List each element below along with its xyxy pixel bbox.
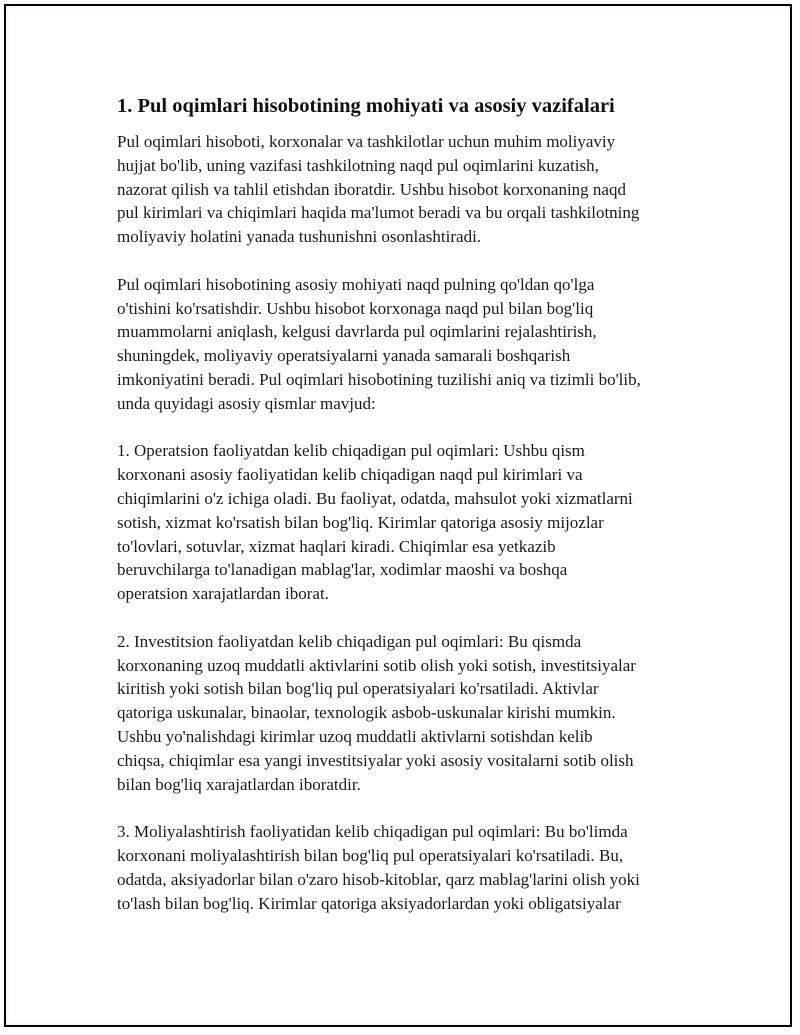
text-line: shuningdek, moliyaviy operatsiyalarni yanada samarali boshqarish [117,346,571,366]
text-line: moliyaviy holatini yanada tushunishni osonlashtiradi. [117,227,482,247]
text-line: odatda, aksiyadorlar bilan o'zaro hisob-kitoblar, qarz mablag'larini olish yoki [117,869,640,889]
text-line: chiqsa, chiqimlar esa yangi investitsiyalar yoki asosiy vositalarni sotib olish [117,750,634,770]
text-line: operatsion xarajatlardan iborat. [117,584,329,604]
text-line: qatoriga uskunalar, binaolar, texnologik asbob-uskunalar kirishi mumkin. [117,703,616,723]
text-line: imkoniyatini beradi. Pul oqimlari hisobotining tuzilishi aniq va tizimli bo'lib, [117,369,641,389]
text-line: beruvchilarga to'lanadigan mablag'lar, xodimlar maoshi va boshqa [117,560,568,580]
text-line: korxonani asosiy faoliyatidan kelib chiqadigan naqd pul kirimlari va [117,465,583,485]
text-line: Ushbu yo'nalishdagi kirimlar uzoq muddatli aktivlarni sotishdan kelib [117,726,593,746]
text-line: to'lash bilan bog'liq. Kirimlar qatoriga aksiyadorlardan yoki obligatsiyalar [117,893,621,913]
text-line: unda quyidagi asosiy qismlar mavjud: [117,393,376,413]
text-line: o'tishini ko'rsatishdir. Ushbu hisobot korxonaga naqd pul bilan bog'liq [117,298,594,318]
paragraph-intro [117,130,697,249]
text-line: chiqimlarini o'z ichiga oladi. Bu faoliyat, odatda, mahsulot yoki xizmatlarni [117,488,633,508]
text-line: muammolarni aniqlash, kelgusi davrlarda pul oqimlarini rejalashtirish, [117,322,597,342]
text-line: 2. Investitsion faoliyatdan kelib chiqadigan pul oqimlari: Bu qismda [117,631,582,651]
section-heading: 1. Pul oqimlari hisobotining mohiyati va asosiy vazifalari [117,95,615,117]
text-line: 3. Moliyalashtirish faoliyatidan kelib chiqadigan pul oqimlari: Bu bo'limda [117,822,628,842]
text-line: Pul oqimlari hisobotining asosiy mohiyati naqd pulning qo'ldan qo'lga [117,274,595,294]
text-line: korxonani moliyalashtirish bilan bog'liq pul operatsiyalari ko'rsatiladi. Bu, [117,845,624,865]
text-line: hujjat bo'lib, uning vazifasi tashkilotning naqd pul oqimlarini kuzatish, [117,155,599,175]
text-line: nazorat qilish va tahlil etishdan iboratdir. Ushbu hisobot korxonaning naqd [117,179,626,199]
text-line: sotish, xizmat ko'rsatish bilan bog'liq. Kirimlar qatoriga asosiy mijozlar [117,512,604,532]
paragraph-essence [117,273,697,416]
text-line: 1. Operatsion faoliyatdan kelib chiqadigan pul oqimlari: Ushbu qism [117,441,585,461]
paragraph-operating-activities [117,439,697,606]
text-line: bilan bog'liq xarajatlardan iboratdir. [117,774,361,794]
text-line: kiritish yoki sotish bilan bog'liq pul operatsiyalari ko'rsatiladi. Aktivlar [117,679,599,699]
document-body [117,92,697,939]
text-line: Pul oqimlari hisoboti, korxonalar va tashkilotlar uchun muhim moliyaviy [117,132,616,151]
paragraph-financing-activities [117,820,697,915]
text-line: korxonaning uzoq muddatli aktivlarini sotib olish yoki sotish, investitsiyalar [117,655,636,675]
text-line: to'lovlari, sotuvlar, xizmat haqlari kiradi. Chiqimlar esa yetkazib [117,536,556,556]
paragraph-investing-activities [117,630,697,797]
text-line: pul kirimlari va chiqimlari haqida ma'lumot beradi va bu orqali tashkilotning [117,203,640,223]
